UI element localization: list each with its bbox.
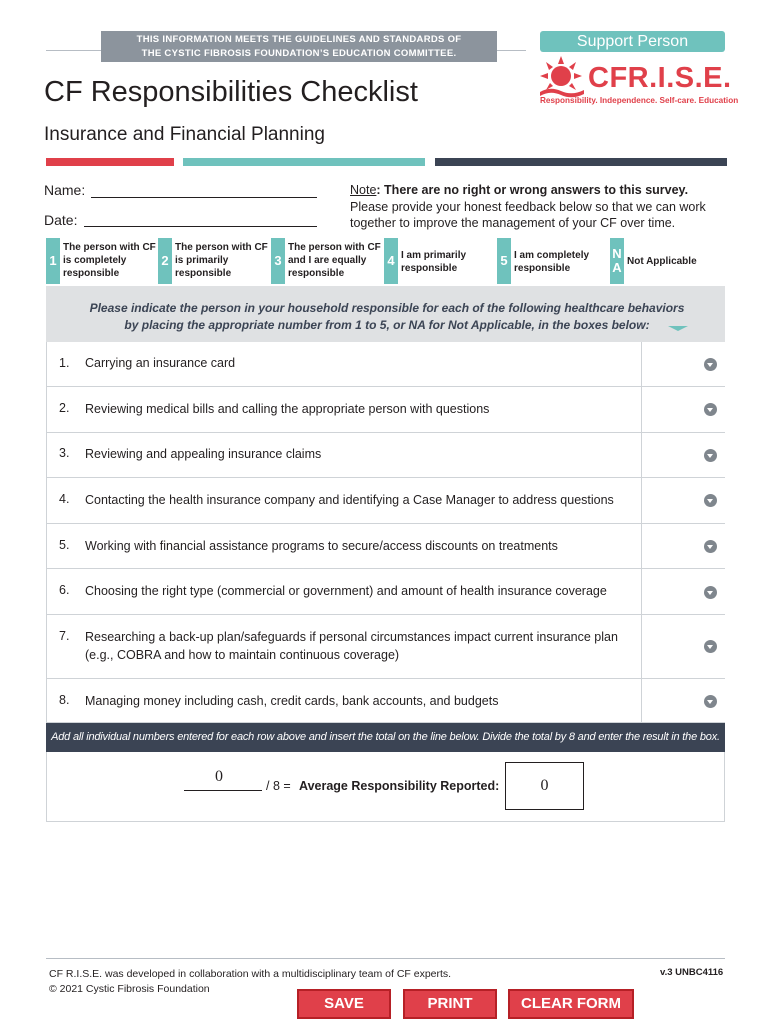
response-dropdown-2[interactable] [641,387,726,432]
table-row [46,615,725,679]
sun-icon [540,56,584,97]
footer-version: v.3 UNBC4116 [660,967,724,978]
scale-number: 4 [384,238,398,284]
accent-bar-navy [435,158,727,166]
guideline-line-1: THIS INFORMATION MEETS THE GUIDELINES AND STANDARDS OF [136,34,462,45]
guideline-banner [101,31,497,62]
name-field[interactable] [91,197,317,198]
scale-label: I am primarily responsible [401,250,467,274]
response-dropdown-1[interactable] [641,342,726,386]
page-subtitle: Insurance and Financial Planning [44,124,325,145]
clear-form-button[interactable]: CLEAR FORM [508,989,634,1019]
scale-number: 3 [271,238,285,284]
scale-label: I am completely responsible [514,250,590,274]
footer-rule [46,958,725,959]
chevron-down-icon[interactable] [704,640,717,653]
divide-formula: / 8 = [266,779,291,793]
row-text: Reviewing medical bills and calling the appropriate person with questions [85,402,490,416]
note-label: Note [350,183,377,197]
scale-label: Not Applicable [627,256,697,267]
chevron-down-icon[interactable] [704,358,717,371]
table-row [46,433,725,478]
role-badge: Support Person [540,31,725,52]
accent-bar-teal [183,158,425,166]
table-row [46,524,725,569]
scale-na-n: N [612,246,622,261]
row-number: 8. [59,693,70,707]
instruction-line-2: by placing the appropriate number from 1 to 5, or NA for Not Applicable, in the boxes below: [124,318,650,332]
row-number: 7. [59,629,70,643]
row-text: Carrying an insurance card [85,356,236,370]
save-button[interactable]: SAVE [297,989,391,1019]
table-row [46,569,725,615]
row-number: 3. [59,446,70,460]
average-result-box[interactable]: 0 [505,762,584,810]
total-underline [184,790,262,791]
chevron-down-icon[interactable] [704,695,717,708]
chevron-down-icon[interactable] [704,586,717,599]
row-text: Contacting the health insurance company and identifying a Case Manager to address questions [85,493,614,507]
total-instruction: Add all individual numbers entered for each row above and insert the total on the line below. Divide the total by 8 and enter the result in the box. [46,723,725,752]
row-number: 1. [59,356,70,370]
table-row [46,342,725,387]
scale-label: The person with CF is completely responsible [63,242,156,279]
scale-label: The person with CF and I are equally responsible [288,242,381,279]
chevron-down-icon[interactable] [704,449,717,462]
scale-number: 1 [46,238,60,284]
scale-number: 2 [158,238,172,284]
note-body: Please provide your honest feedback below so that we can work together to improve the management of your CF over time. [350,199,706,230]
instruction-text [60,300,714,334]
row-number: 4. [59,492,70,506]
row-text: Researching a back-up plan/safeguards if personal circumstances impact current insurance plan (e.g., COBRA and how to maintain continuous coverage) [85,630,618,662]
row-text: Choosing the right type (commercial or government) and amount of health insurance coverage [85,584,607,598]
name-label: Name: [44,182,86,198]
chevron-down-icon[interactable] [704,540,717,553]
scale-number: 5 [497,238,511,284]
average-label: Average Responsibility Reported: [299,779,500,793]
print-button[interactable]: PRINT [403,989,497,1019]
table-row [46,478,725,524]
response-dropdown-4[interactable] [641,478,726,523]
footer-copyright: © 2021 Cystic Fibrosis Foundation [49,983,210,995]
logo-tagline: Responsibility. Independence. Self-care. Education [540,96,739,105]
total-input[interactable]: 0 [215,768,223,785]
instruction-line-1: Please indicate the person in your household responsible for each of the following healthcare behaviors [89,301,685,315]
guideline-line-2: THE CYSTIC FIBROSIS FOUNDATION’S EDUCATION COMMITTEE. [141,48,457,59]
date-label: Date: [44,212,78,228]
response-dropdown-5[interactable] [641,524,726,568]
page-title: CF Responsibilities Checklist [44,76,418,108]
response-dropdown-7[interactable] [641,615,726,678]
chevron-down-icon[interactable] [704,403,717,416]
date-field[interactable] [84,226,317,227]
row-text: Managing money including cash, credit cards, bank accounts, and budgets [85,694,499,708]
scale-label: The person with CF is primarily responsible [175,242,268,279]
table-row [46,679,725,723]
footer-credit: CF R.I.S.E. was developed in collaboration with a multidisciplinary team of CF experts. [49,968,452,980]
row-number: 2. [59,401,70,415]
row-text: Reviewing and appealing insurance claims [85,447,322,461]
note [350,182,728,232]
accent-bar-red [46,158,174,166]
scale-number [610,238,624,284]
row-text: Working with financial assistance programs to secure/access discounts on treatments [85,539,558,553]
logo-wordmark: CFR.I.S.E. [588,62,732,94]
response-dropdown-6[interactable] [641,569,726,614]
caret-down-icon [668,326,688,331]
note-bold: : There are no right or wrong answers to this survey. [376,183,689,197]
row-number: 5. [59,538,70,552]
response-dropdown-3[interactable] [641,433,726,477]
scale-na-a: A [612,260,622,275]
row-number: 6. [59,583,70,597]
response-dropdown-8[interactable] [641,679,726,722]
table-row [46,387,725,433]
chevron-down-icon[interactable] [704,494,717,507]
